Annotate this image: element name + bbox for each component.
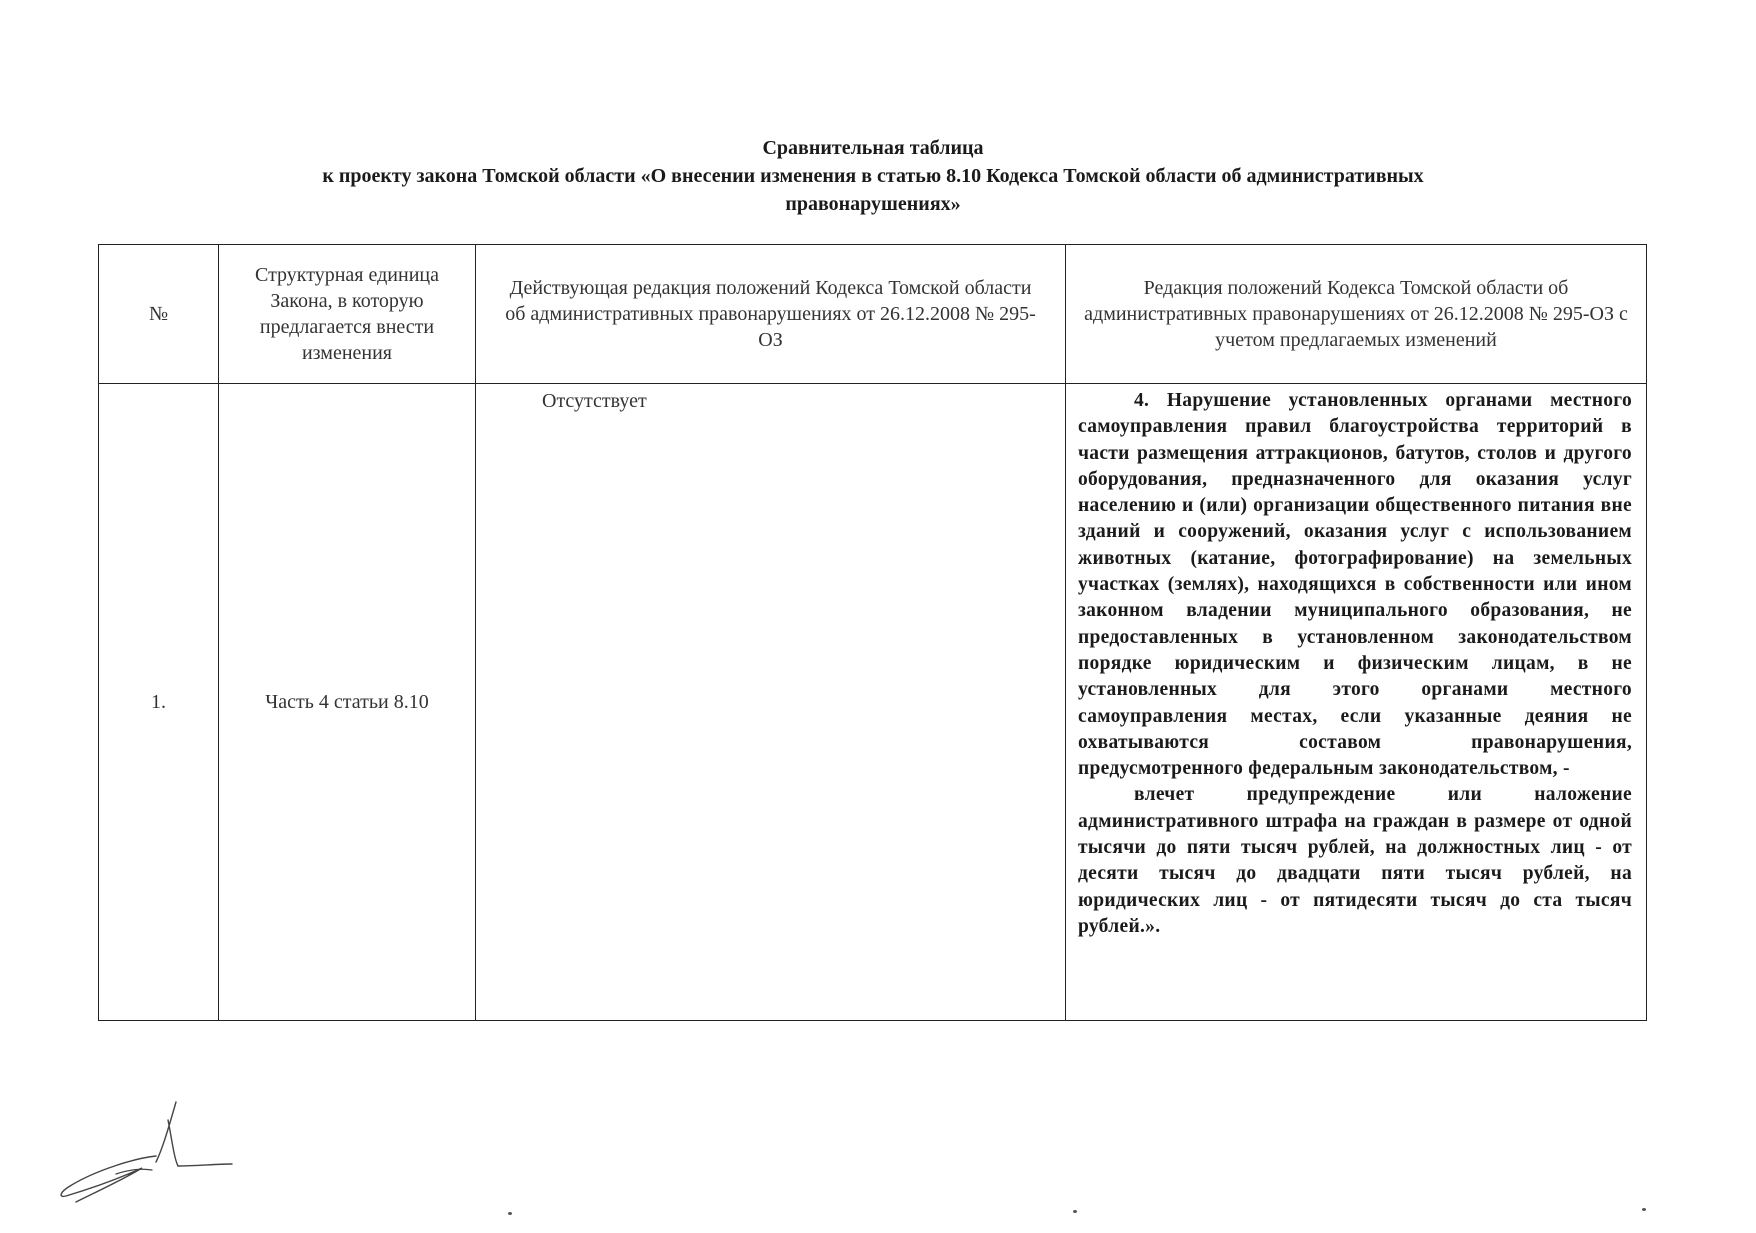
header-current-edition: Действующая редакция положений Кодекса Томской области об административных правонарушениях от 26.12.2008 № 295-ОЗ xyxy=(476,245,1066,384)
table-row xyxy=(99,384,1647,1021)
header-structural-unit: Структурная единица Закона, в которую предлагается внести изменения xyxy=(219,245,476,384)
scan-speck xyxy=(508,1212,512,1215)
row-current-edition xyxy=(476,384,1066,1021)
proposed-paragraph-offense: 4. Нарушение установленных органами местного самоуправления правил благоустройства территорий в части размещения аттракционов, батутов, столов и другого оборудования, предназначенного для оказания услуг населению и (или) организации общественного питания вне зданий и сооружений, оказания услуг с использованием животных (катание, фотографирование) на земельных участках (землях), находящихся в собственности или ином законном владении муниципального образования, не предоставленных в установленном законодательством порядке юридическим и физическим лицам, в не установленных для этого органами местного самоуправления местах, если указанные деяния не охватываются составом правонарушения, предусмотренного федеральным законодательством, - xyxy=(1078,390,1632,780)
title-line-3: правонарушениях» xyxy=(785,193,961,215)
scan-speck xyxy=(1073,1210,1077,1213)
title-line-2: к проекту закона Томской области «О внесении изменения в статью 8.10 Кодекса Томской области об административных xyxy=(322,165,1424,187)
current-edition-text: Отсутствует xyxy=(542,390,647,412)
header-number: № xyxy=(99,245,219,384)
document-title xyxy=(100,134,1646,218)
scan-speck xyxy=(1642,1208,1646,1211)
header-proposed-edition: Редакция положений Кодекса Томской области об административных правонарушениях от 26.12.2008 № 295-ОЗ с учетом предлагаемых изменений xyxy=(1066,245,1647,384)
table-header-row xyxy=(99,245,1647,384)
proposed-paragraph-penalty: влечет предупреждение или наложение административного штрафа на граждан в размере от одной тысячи до пяти тысяч рублей, на должностных лиц - от десяти тысяч до двадцати пяти тысяч рублей, на юридических лиц - от пятидесяти тысяч до ста тысяч рублей.». xyxy=(1078,784,1632,937)
row-structural-unit: Часть 4 статьи 8.10 xyxy=(219,384,476,1021)
comparison-table xyxy=(98,244,1647,1021)
title-line-1: Сравнительная таблица xyxy=(762,137,984,159)
handwritten-signature xyxy=(56,1100,236,1210)
row-proposed-edition xyxy=(1066,384,1647,1021)
row-number: 1. xyxy=(99,384,219,1021)
